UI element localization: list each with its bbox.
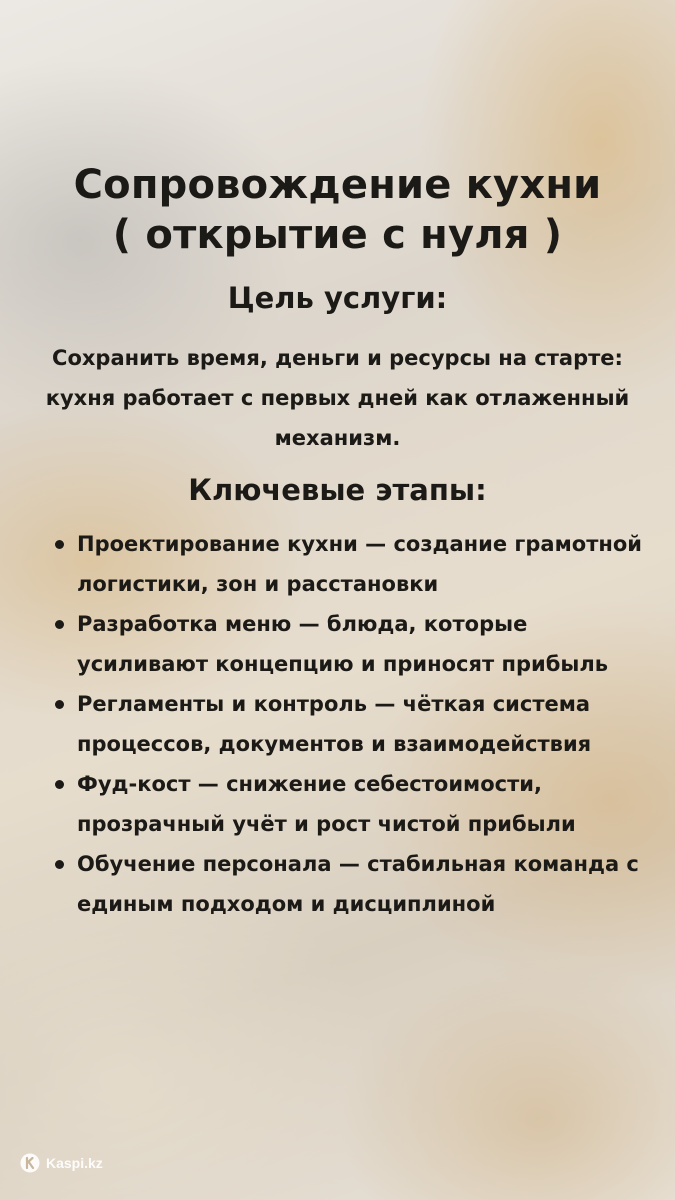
bullet-icon <box>55 780 64 789</box>
stage-item <box>50 604 655 684</box>
kaspi-logo-icon <box>20 1153 40 1173</box>
stage-text: Проектирование кухни — создание грамотной логистики, зон и расстановки <box>77 532 643 596</box>
stage-text: Обучение персонала — стабильная команда с единым подходом и дисциплиной <box>77 852 639 916</box>
page-title <box>0 160 675 260</box>
bullet-icon <box>55 620 64 629</box>
goal-heading: Цель услуги: <box>227 281 448 315</box>
kaspi-watermark <box>20 1152 103 1174</box>
title-line-1: Сопровождение кухни <box>73 162 602 208</box>
stage-item <box>50 684 655 764</box>
stage-item <box>50 524 655 604</box>
bullet-icon <box>55 860 64 869</box>
stage-text: Фуд-кост — снижение себестоимости, прозрачный учёт и рост чистой прибыли <box>77 772 576 836</box>
stage-item <box>50 844 655 924</box>
stages-list <box>50 524 655 924</box>
watermark-text: Kaspi.kz <box>46 1155 103 1171</box>
stage-text: Регламенты и контроль — чёткая система процессов, документов и взаимодействия <box>77 692 592 756</box>
stage-text: Разработка меню — блюда, которые усиливают концепцию и приносят прибыль <box>77 612 609 676</box>
stage-item <box>50 764 655 844</box>
goal-text: Сохранить время, деньги и ресурсы на старте: кухня работает с первых дней как отлаженный механизм. <box>45 346 630 450</box>
bullet-icon <box>55 540 64 549</box>
stages-heading: Ключевые этапы: <box>188 473 487 507</box>
bullet-icon <box>55 700 64 709</box>
title-line-2: ( открытие с нуля ) <box>112 212 563 258</box>
